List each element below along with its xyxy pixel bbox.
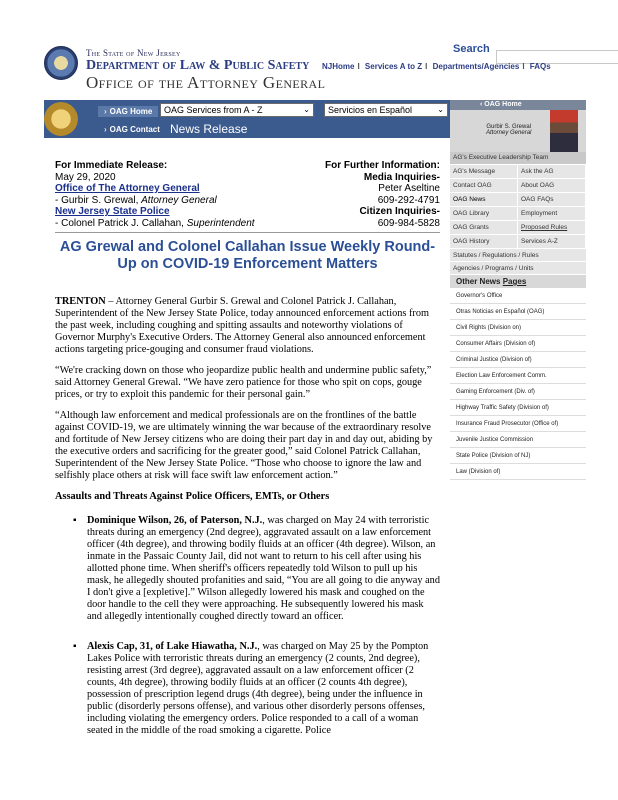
oag-contact-button[interactable]: › OAG Contact <box>104 125 160 134</box>
media-phone: 609-292-4791 <box>377 194 440 206</box>
sidebar-item-statutes[interactable]: Statutes / Regulations / Rules <box>450 248 586 261</box>
sidebar-item-grants[interactable]: OAG Grants <box>450 220 518 234</box>
other-news-item[interactable]: Juvenile Justice Commission <box>450 432 586 448</box>
link-services-a-to-z[interactable]: Services A to Z <box>364 62 423 71</box>
paragraph: TRENTON – Attorney General Gurbir S. Grewal and Colonel Patrick J. Callahan, Superintendent of the New Jersey State Police, today announced enforcement actions from the past week, including coughing and spitting assaults and noteworthy violations of Governor Murphy's Executive Orders. The Attorney General also announced enforcement actions targeting price-gouging and consumer fraud violations. <box>55 296 430 355</box>
other-news-item[interactable]: Insurance Fraud Prosecutor (Office of) <box>450 416 586 432</box>
njsp-person: - Colonel Patrick J. Callahan, <box>55 217 187 229</box>
sidebar-grid <box>450 164 586 248</box>
site-header <box>44 40 584 96</box>
sidebar-item-ag-message[interactable]: AG's Message <box>450 164 518 178</box>
site-brand[interactable] <box>86 48 325 93</box>
ag-block <box>450 110 586 152</box>
sidebar-item-about[interactable]: About OAG <box>518 178 586 192</box>
contact-info <box>320 160 440 229</box>
espanol-select[interactable]: Servicios en Español ⌄ <box>324 103 448 117</box>
sidebar-item-faqs[interactable]: OAG FAQs <box>518 192 586 206</box>
other-news-pages-link[interactable]: Pages <box>502 277 527 286</box>
citizen-label: Citizen Inquiries- <box>359 206 440 217</box>
oag-badge-icon <box>44 102 78 136</box>
other-news-item[interactable]: Civil Rights (Division on) <box>450 320 586 336</box>
list-item: ▪ Dominique Wilson, 26, of Paterson, N.J., was charged on May 24 with terroristic threats during an emergency (2nd degree), aggravated assault on a law enforcement officer (4th degree), and throwing bodily fluids at an officer (4th degree). Wilson, an inmate in the Passaic County Jail, did not want to return to his cell after using his allotted phone time. When sheriff's officers repeatedly told Wilson to pull up his mask, he allegedly shouted profanities and said, “You are all going to die anyway and I don't give a [expletive].” Wilson allegedly lowered his mask and coughed on the door handle to the cell they were approaching. He subsequently lowered his mask and allegedly intentionally coughed directly toward an officer. <box>87 515 440 623</box>
list-item: ▪ Alexis Cap, 31, of Lake Hiawatha, N.J., was charged on May 25 by the Pompton Lakes Police with terroristic threats during an emergency (2 counts, 2nd degree), resisting arrest (3rd degree), aggravated assault on a law enforcement officer (2 counts, 4th degree), throwing bodily fluids at an officer (2 counts 4th degree), possession of prescription legend drugs (4th degree), being under the influence in public (disorderly persons offense), and various other disorderly persons offenses, including violating the emergency orders. Police responded to a call of a woman seated in the middle of the road smoking a cigarette. Police <box>87 641 440 737</box>
release-date: May 29, 2020 <box>55 171 116 183</box>
sidebar-item-agencies[interactable]: Agencies / Programs / Units <box>450 261 586 274</box>
other-news-item[interactable]: Highway Traffic Safety (Division of) <box>450 400 586 416</box>
right-sidebar <box>450 100 586 480</box>
ag-name: Gurbir S. Grewal <box>486 124 532 130</box>
other-news-item[interactable]: Law (Division of) <box>450 464 586 480</box>
dept-line: Department of Law & Public Safety <box>86 58 310 73</box>
exec-team-link[interactable]: AG's Executive Leadership Team <box>450 152 586 164</box>
link-faqs[interactable]: FAQs <box>529 62 551 71</box>
headline: AG Grewal and Colonel Callahan Issue Weekly Round-Up on COVID-19 Enforcement Matters <box>59 239 436 272</box>
chevron-down-icon: ⌄ <box>437 105 444 114</box>
nav-bar <box>44 100 450 138</box>
sidebar-item-ask-ag[interactable]: Ask the AG <box>518 164 586 178</box>
njsp-link[interactable]: New Jersey State Police <box>55 206 170 217</box>
other-news-header: Other News Pages <box>450 274 586 288</box>
sidebar-item-employment[interactable]: Employment <box>518 206 586 220</box>
oag-home-button[interactable]: › OAG Home <box>98 106 158 117</box>
sidebar-item-history[interactable]: OAG History <box>450 234 518 248</box>
top-links: NJHome I Services A to Z I Departments/Agencies I FAQs <box>322 62 551 71</box>
sidebar-item-services[interactable]: Services A-Z <box>518 234 586 248</box>
other-news-item[interactable]: Otras Noticias en Español (OAG) <box>450 304 586 320</box>
state-line: The State of New Jersey <box>86 48 181 58</box>
link-departments[interactable]: Departments/Agencies <box>432 62 520 71</box>
other-news-item[interactable]: Gaming Enforcement (Div. of) <box>450 384 586 400</box>
section-heading: Assaults and Threats Against Police Officers, EMTs, or Others <box>55 491 330 502</box>
sidebar-item-proposed-rules[interactable]: Proposed Rules <box>518 220 586 234</box>
ag-photo <box>550 110 578 152</box>
oag-person: - Gurbir S. Grewal, <box>55 194 142 206</box>
link-njhome[interactable]: NJHome <box>322 62 355 71</box>
media-label: Media Inquiries- <box>363 171 440 183</box>
sidebar-item-library[interactable]: OAG Library <box>450 206 518 220</box>
chevron-down-icon: ⌄ <box>303 105 310 114</box>
office-line: Office of the Attorney General <box>86 73 326 92</box>
sidebar-item-contact[interactable]: Contact OAG <box>450 178 518 192</box>
other-news-item[interactable]: Governor's Office <box>450 288 586 304</box>
nj-seal-icon <box>44 46 78 80</box>
njsp-title: Superintendent <box>186 217 255 229</box>
search-label: Search <box>453 43 490 55</box>
charge-list <box>55 515 440 737</box>
other-news-item[interactable]: Criminal Justice (Division of) <box>450 352 586 368</box>
media-name: Peter Aseltine <box>378 183 440 194</box>
ag-title: Attorney General <box>486 130 532 136</box>
article-body <box>55 296 440 755</box>
other-news-item[interactable]: State Police (Division of NJ) <box>450 448 586 464</box>
paragraph: “We're cracking down on those who jeopardize public health and undermine public safety,” said Attorney General Grewal. “We have zero patience for those who spit on cops, gouge prices, or try to exploit this pandemic for their personal gain.” <box>55 365 432 400</box>
sidebar-item-news[interactable]: OAG News <box>450 192 518 206</box>
release-info <box>55 160 255 229</box>
sidebar-oag-home[interactable]: ‹ OAG Home <box>450 100 586 110</box>
oag-link[interactable]: Office of The Attorney General <box>55 183 200 194</box>
further-info-label: For Further Information: <box>325 160 440 171</box>
news-release-title: News Release <box>170 122 248 136</box>
other-news-item[interactable]: Election Law Enforcement Comm. <box>450 368 586 384</box>
immediate-release-label: For Immediate Release: <box>55 160 168 171</box>
divider <box>55 232 440 233</box>
paragraph: “Although law enforcement and medical professionals are on the frontlines of the battle against COVID-19, we are ultimately winning the war because of the extraordinary resolve and fortitude of New Jersey citizens who are doing their part day in and day out, abiding by the executive orders and sacrificing for the greater good,” said Colonel Patrick Callahan, Superintendent of the New Jersey State Police. “Those who choose to ignore the law and selfishly place others at risk will face swift law enforcement action.” <box>55 410 433 481</box>
other-news-item[interactable]: Consumer Affairs (Division of) <box>450 336 586 352</box>
citizen-phone: 609-984-5828 <box>377 217 440 229</box>
services-select[interactable]: OAG Services from A - Z ⌄ <box>160 103 314 117</box>
oag-title: Attorney General <box>141 194 217 206</box>
